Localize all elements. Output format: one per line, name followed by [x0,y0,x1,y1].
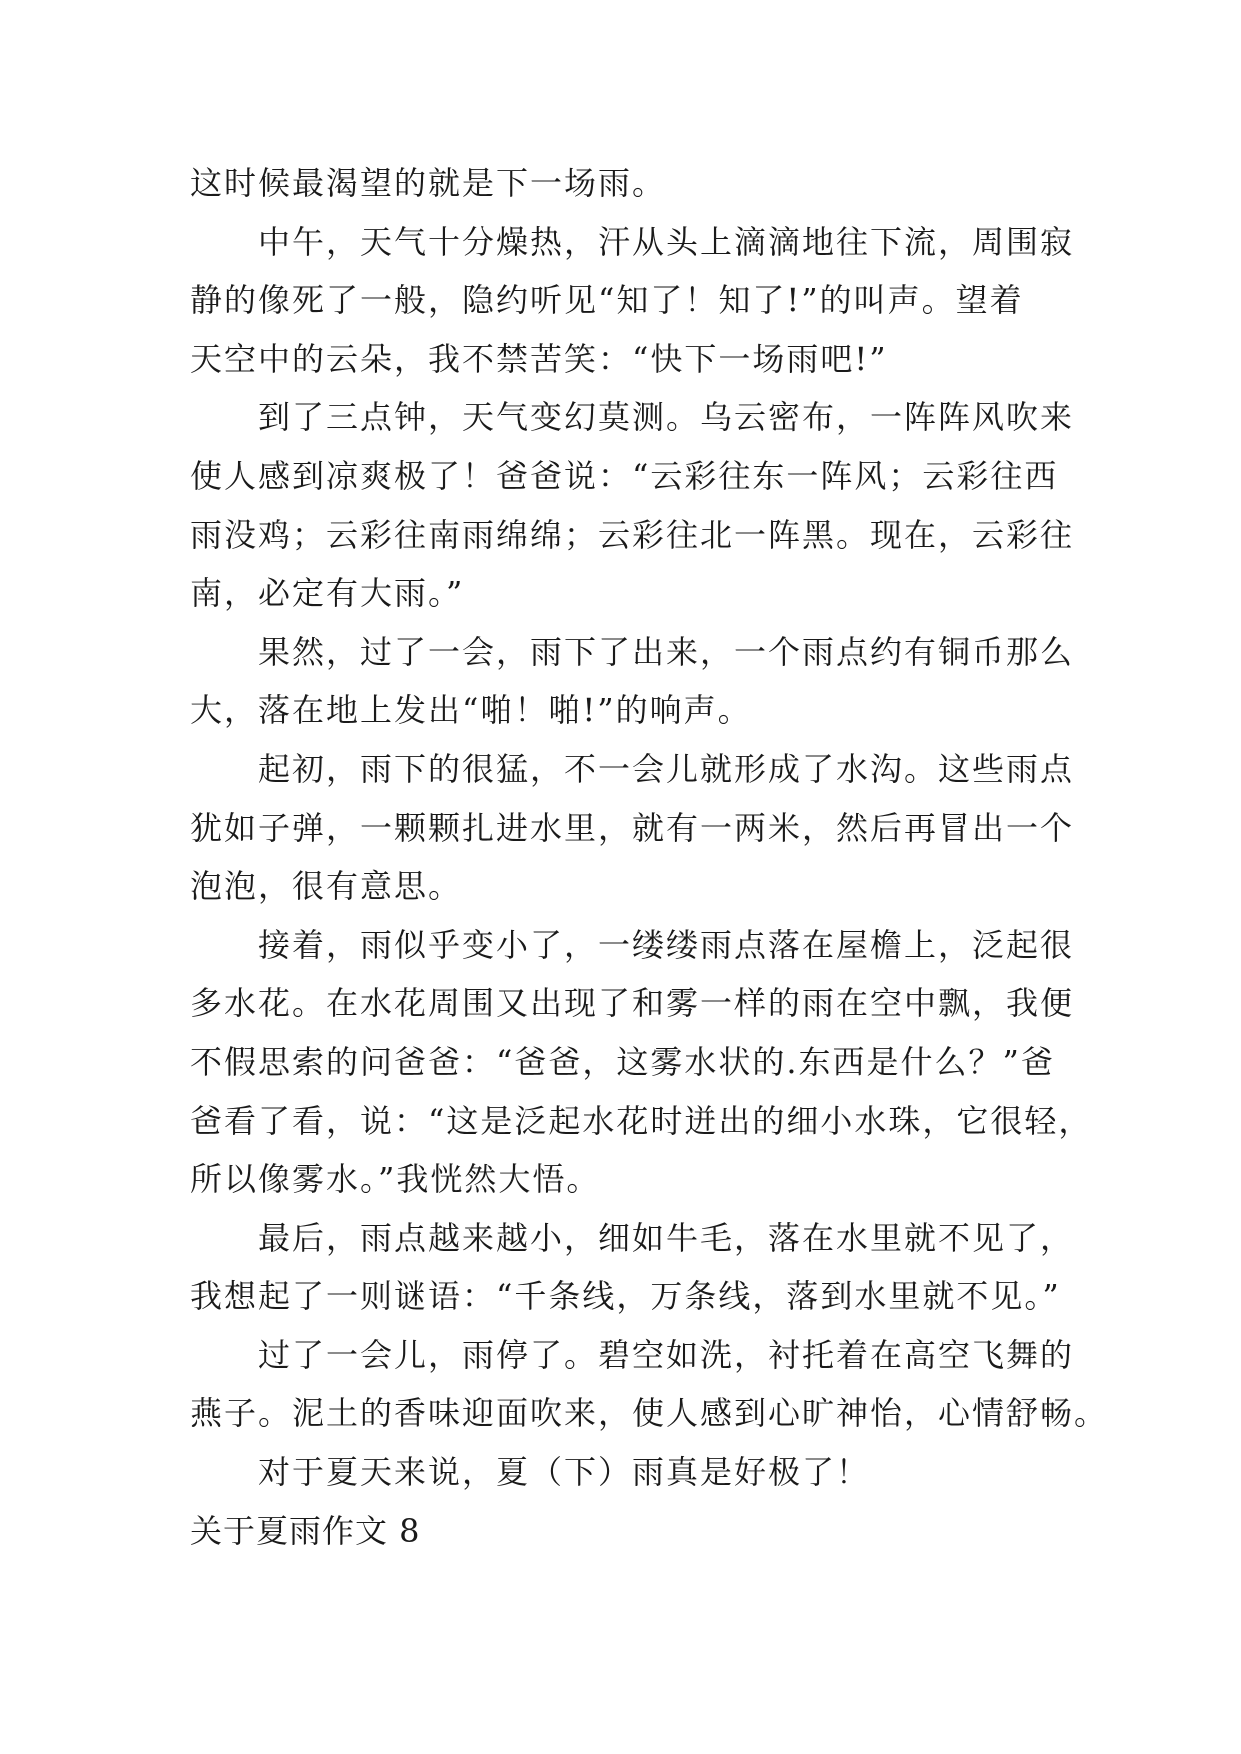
section-heading: 关于夏雨作文 8 [190,1511,421,1550]
essay-body [190,154,1109,1560]
text-line: 南，必定有大雨。” [190,574,465,613]
text-line: 过了一会儿，雨停了。碧空如洗，衬托着在高空飞舞的 [258,1335,1075,1374]
text-line: 静的像死了一般，隐约听见“知了！知了!”的叫声。望着 [190,281,1024,320]
text-line: 到了三点钟，天气变幻莫测。乌云密布，一阵阵风吹来 [258,398,1075,437]
text-line: 最后，雨点越来越小，细如牛毛，落在水里就不见了， [258,1218,1075,1257]
text-line: 不假思索的问爸爸：“爸爸，这雾水状的.东西是什么？”爸 [190,1042,1055,1081]
text-line: 对于夏天来说，夏（下）雨真是好极了！ [258,1453,871,1492]
text-line: 所以像雾水。”我恍然大悟。 [190,1160,601,1199]
text-line: 燕子。泥土的香味迎面吹来，使人感到心旷神怡，心情舒畅。 [190,1394,1109,1433]
text-line: 爸看了看，说：“这是泛起水花时迸出的细小水珠，它很轻， [190,1101,1093,1140]
text-line: 我想起了一则谜语：“千条线，万条线，落到水里就不见。” [190,1277,1061,1316]
text-line: 大，落在地上发出“啪！啪!”的响声。 [190,691,752,730]
text-line: 中午，天气十分燥热，汗从头上滴滴地往下流，周围寂 [258,222,1075,261]
text-line: 接着，雨似乎变小了，一缕缕雨点落在屋檐上，泛起很 [258,925,1075,964]
text-line: 天空中的云朵，我不禁苦笑：“快下一场雨吧!” [190,339,888,378]
text-line: 雨没鸡；云彩往南雨绵绵；云彩往北一阵黑。现在，云彩往 [190,515,1075,554]
text-line: 使人感到凉爽极了！爸爸说：“云彩往东一阵风；云彩往西 [190,456,1059,495]
text-line: 泡泡，很有意思。 [190,867,463,906]
text-line: 起初，雨下的很猛，不一会儿就形成了水沟。这些雨点 [258,749,1075,788]
text-line: 果然，过了一会，雨下了出来，一个雨点约有铜币那么 [258,632,1075,671]
text-line: 犹如子弹，一颗颗扎进水里，就有一两米，然后再冒出一个 [190,808,1075,847]
text-line: 这时候最渴望的就是下一场雨。 [190,164,667,202]
text-line: 多水花。在水花周围又出现了和雾一样的雨在空中飘，我便 [190,984,1075,1023]
